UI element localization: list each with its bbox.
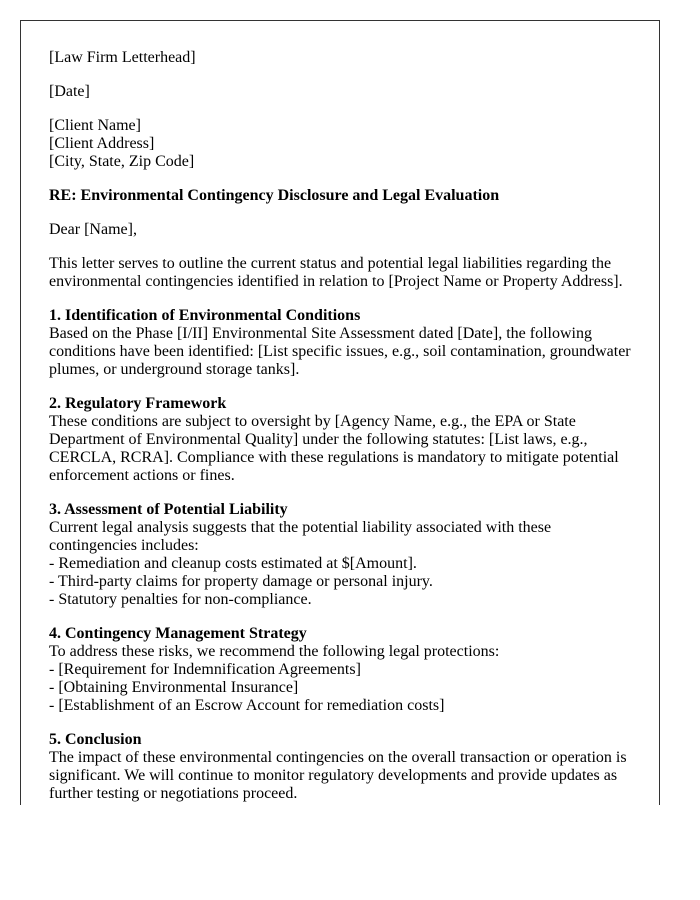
section-heading: 4. Contingency Management Strategy — [49, 625, 307, 642]
section-5 — [49, 731, 639, 803]
section-line: CERCLA, RCRA]. Compliance with these regulations is mandatory to mitigate potential — [49, 449, 619, 466]
section-line: - Remediation and cleanup costs estimated at $[Amount]. — [49, 555, 417, 572]
intro-paragraph — [49, 255, 639, 291]
section-line: further testing or negotiations proceed. — [49, 785, 298, 802]
section-line: - [Establishment of an Escrow Account for remediation costs] — [49, 697, 445, 714]
salutation — [49, 221, 639, 239]
client-name: [Client Name] — [49, 117, 141, 134]
section-line: These conditions are subject to oversight by [Agency Name, e.g., the EPA or State — [49, 413, 576, 430]
line: This letter serves to outline the current status and potential legal liabilities regarding the — [49, 255, 612, 272]
section-line: significant. We will continue to monitor regulatory developments and provide updates as — [49, 767, 618, 784]
date-text: [Date] — [49, 83, 90, 100]
section-3 — [49, 501, 639, 609]
section-4 — [49, 625, 639, 715]
section-line: Department of Environmental Quality] under the following statutes: [List laws, e.g., — [49, 431, 588, 448]
sections — [49, 307, 639, 803]
section-heading: 2. Regulatory Framework — [49, 395, 227, 412]
salutation-text: Dear [Name], — [49, 221, 137, 238]
section-line: conditions have been identified: [List specific issues, e.g., soil contamination, groundwater — [49, 343, 631, 360]
section-line: Based on the Phase [I/II] Environmental Site Assessment dated [Date], the following — [49, 325, 592, 342]
section-heading: 3. Assessment of Potential Liability — [49, 501, 288, 518]
letter-page — [20, 20, 660, 805]
line: environmental contingencies identified in relation to [Project Name or Property Address]. — [49, 273, 623, 290]
client-address-block — [49, 117, 639, 171]
subject-line — [49, 187, 639, 205]
section-line: - Third-party claims for property damage or personal injury. — [49, 573, 433, 590]
section-1 — [49, 307, 639, 379]
section-line: - [Obtaining Environmental Insurance] — [49, 679, 299, 696]
section-heading: 1. Identification of Environmental Conditions — [49, 307, 361, 324]
section-line: plumes, or underground storage tanks]. — [49, 361, 300, 378]
section-line: To address these risks, we recommend the following legal protections: — [49, 643, 500, 660]
section-line: - Statutory penalties for non-compliance. — [49, 591, 312, 608]
section-line: - [Requirement for Indemnification Agreements] — [49, 661, 361, 678]
letterhead — [49, 49, 639, 67]
client-city: [City, State, Zip Code] — [49, 153, 195, 170]
section-line: The impact of these environmental contingencies on the overall transaction or operation is — [49, 749, 627, 766]
subject-text: RE: Environmental Contingency Disclosure and Legal Evaluation — [49, 187, 500, 204]
section-line: enforcement actions or fines. — [49, 467, 235, 484]
letterhead-text: [Law Firm Letterhead] — [49, 49, 196, 66]
client-address: [Client Address] — [49, 135, 155, 152]
section-2 — [49, 395, 639, 485]
section-heading: 5. Conclusion — [49, 731, 142, 748]
date — [49, 83, 639, 101]
section-line: Current legal analysis suggests that the potential liability associated with these — [49, 519, 552, 536]
section-line: contingencies includes: — [49, 537, 199, 554]
